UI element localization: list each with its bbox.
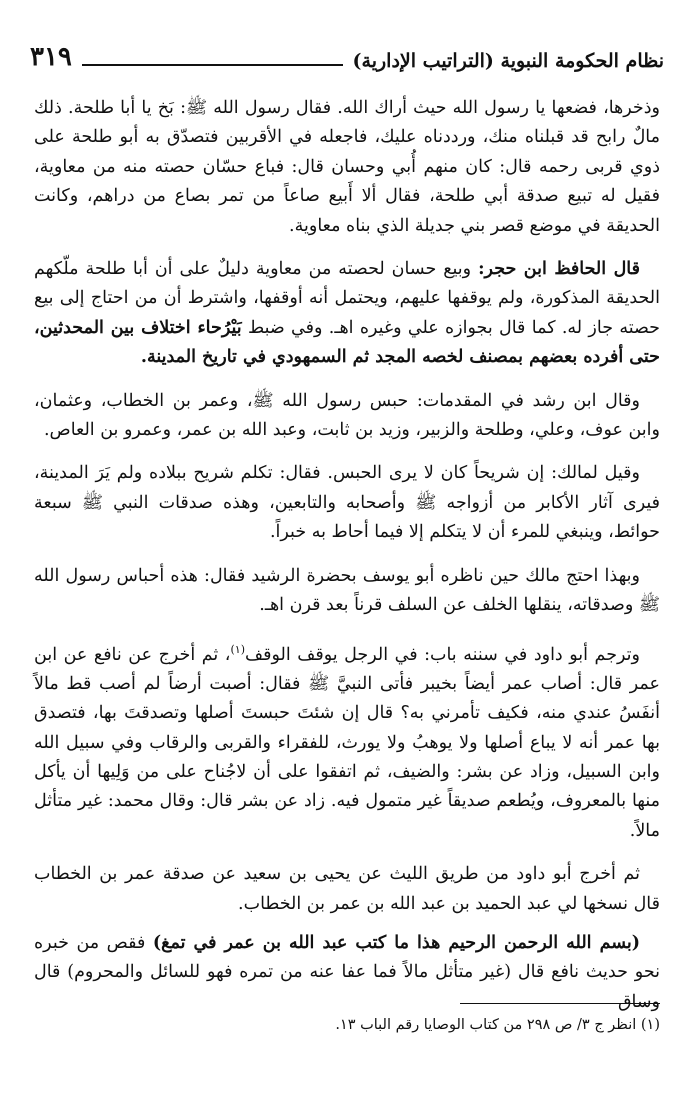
- paragraph: وبهذا احتج مالك حين ناظره أبو يوسف بحضرة الرشيد فقال: هذه أحباس رسول الله ﷺ وصدقاته، ينقلها الخلف عن السلف قرناً بعد قرن اهـ.: [34, 565, 660, 616]
- paragraph: [34, 255, 660, 373]
- footnote: (١) انظر ج ٣/ ص ٢٩٨ من كتاب الوصايا رقم الباب ١٣.: [335, 1017, 660, 1033]
- paragraph-bold-text: بَيْرُحاء اختلاف بين المحدثين، حتى أفرده بعضهم بمصنف لخصه المجد ثم السمهودي في تاريخ المدينة.: [34, 317, 660, 368]
- main-text: [34, 94, 660, 1031]
- footnote-rule: [460, 1003, 660, 1004]
- paragraph-label: قال الحافظ ابن حجر:: [478, 259, 640, 280]
- paragraph: ثم أخرج أبو داود من طريق الليث عن يحيى بن سعيد عن صدقة عمر بن الخطاب قال نسخها لي عبد الحميد بن عبد الله بن عمر بن الخطاب.: [34, 864, 660, 914]
- paragraph-bold-text: (بسم الله الرحمن الرحيم هذا ما كتب عبد الله بن عمر في تمغ): [152, 932, 640, 953]
- footnote-marker[interactable]: (١): [230, 642, 245, 656]
- paragraph: وقيل لمالك: إن شريحاً كان لا يرى الحبس. فقال: تكلم شريح ببلاده ولم يَرَ المدينة، فيرى آثار الأكابر من أزواجه ﷺ وأصحابه والتابعين، وهذه صدقات النبي ﷺ سبعة حوائط، وينبغي للمرء أن لا يتكلم إلا فيما أحاط به خبراً.: [34, 463, 660, 543]
- running-title: نظام الحكومة النبوية (التراتيب الإدارية): [352, 50, 664, 72]
- paragraph: وذخرها، فضعها يا رسول الله حيث أراك الله. فقال رسول الله ﷺ: بَخ يا أبا طلحة. ذلك مالٌ رابح قد قبلناه منك، ورددناه عليك، فاجعله في الأقربين فتصدّق به أبو طلحة على ذوي قربى رحمه قال: كان منهم أُبي وحسان قال: فباع حسّان حصته منه من معاوية، فقيل له تبيع صدقة أبي طلحة، فقال ألا أَبيع صاعاً من تمر بصاع من دراهم، وكانت الحديقة في موضع قصر بني جديلة الذي بناه معاوية.: [34, 98, 660, 236]
- paragraph-text: وترجم أبو داود في سننه باب: في الرجل يوقف الوقف: [244, 644, 641, 665]
- paragraph-text: فقص من خبره نحو حديث نافع قال (غير متأثل مالاً فما عفا عنه من تمره فهو للسائل والمحروم) قال وساق: [34, 932, 660, 1012]
- header-rule: [82, 64, 343, 66]
- paragraph-text: قال: أصاب عمر أيضاً بخيبر فأتى النبيَّ ﷺ فقال: أصبت أرضاً لم أصب قط مالاً أنفَسُ عندي منه، فكيف تأمرني به؟ قال إن شئتَ حبستَ أصلها وتصدقتَ بها، فتصدق بها عمر أنه لا يباع أصلها ولا يوهبُ ولا يورث، للفقراء والقربى والرقاب وفي سبيل الله وابن السبيل، وزاد عن بشر: والضيف، ثم اتفقوا على أن لاجُناح على من وَلِيها أن يأكل منها بالمعروف، ويُطعم صديقاً غير متمول فيه. زاد عن بشر قال: وقال محمد: غير متأثل مالاً.: [34, 673, 660, 841]
- paragraph-text: ، ثم أخرج عن نافع عن ابن عمر: [34, 644, 660, 694]
- paragraph: [34, 635, 660, 847]
- paragraph: وقال ابن رشد في المقدمات: حبس رسول الله ﷺ، وعمر بن الخطاب، وعثمان، وابن عوف، وعلي، وطلحة والزبير، وزيد بن ثابت، وعبد الله بن عمر، وعمرو بن العاص.: [34, 390, 660, 441]
- page-number: ٣١٩: [30, 42, 72, 72]
- paragraph-text: وبيع حسان لحصته من معاوية دليلٌ على أن أبا طلحة ملّكهم الحديقة المذكورة، ولم يوقفها عليهم، ويحتمل أنه أوقفها، واشترط أن من احتاج إلى بيع حصته جاز له. كما قال بجوازه علي وغيره اهـ. وفي ضبط: [34, 259, 660, 338]
- page-header: [30, 40, 664, 72]
